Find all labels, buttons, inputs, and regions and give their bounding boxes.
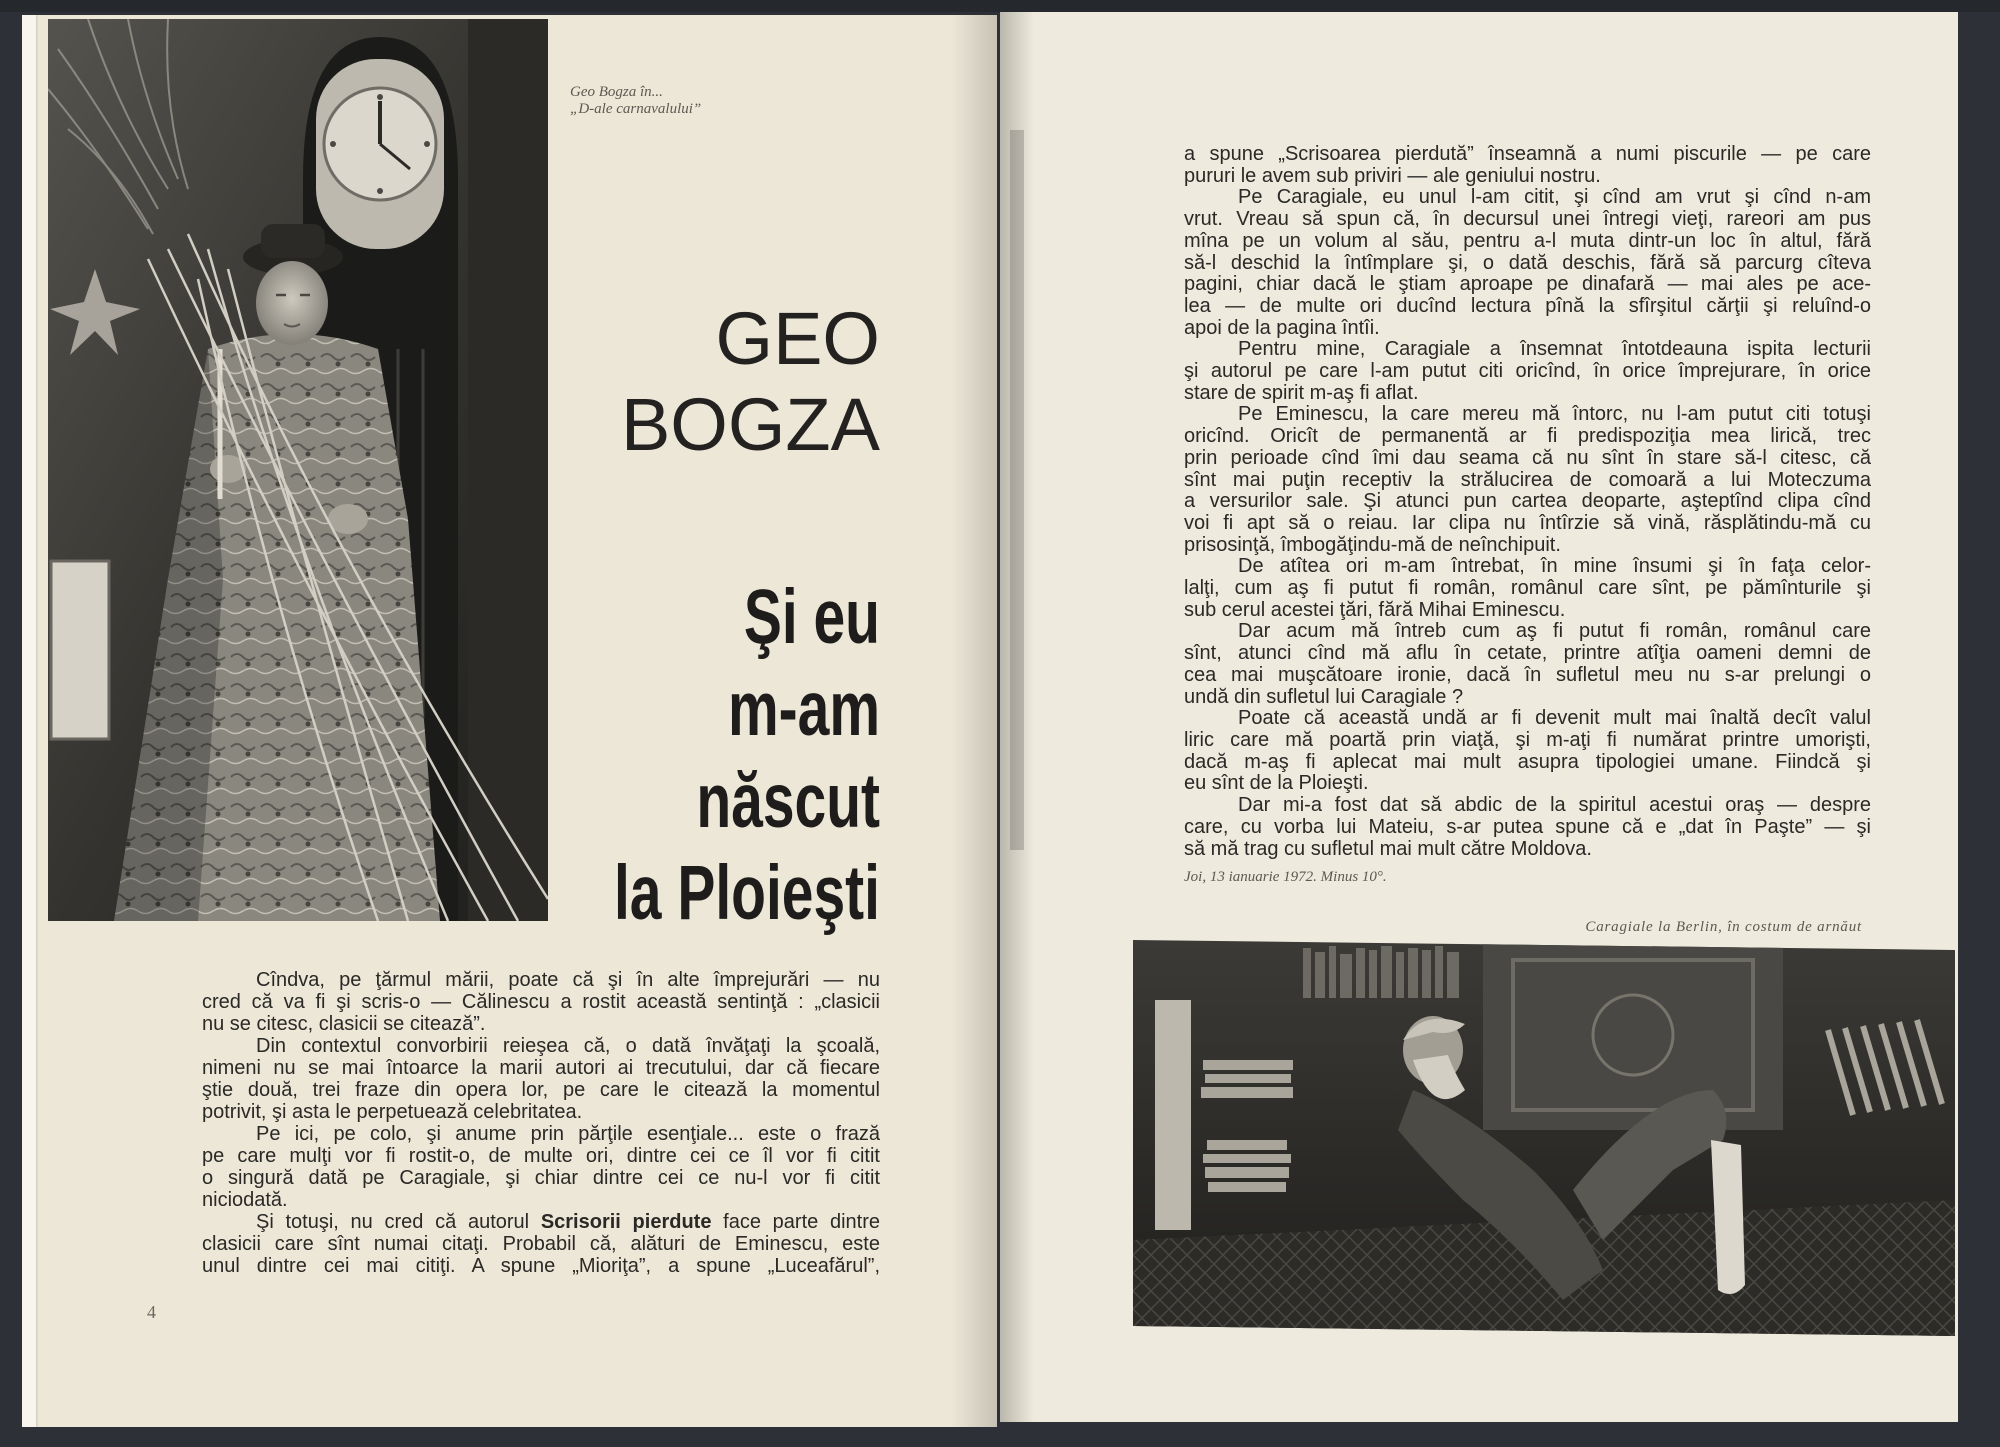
gutter-shadow (1000, 12, 1034, 1422)
text-line: voi fi apt să o reiau. Iar clipa nu întîrzie să vină, răsplătindu-mă cu (1184, 511, 1871, 534)
text-line: nu se citesc, clasicii se citează”. (202, 1013, 486, 1035)
text-line: De atîtea ori m-am întrebat, în mine însumi şi în faţa celor- (1238, 555, 1871, 578)
text-line: Pe Caragiale, eu unul l-am citit, şi cînd am vrut şi cînd n-am (1238, 186, 1871, 209)
text-line: eu sînt de la Ploieşti. (1184, 772, 1369, 795)
text-line: mîna pe un volum al său, pentru a-l muta dintr-un loc în altul, fără (1184, 229, 1871, 252)
paragraph (1184, 621, 1871, 708)
paragraph (1184, 404, 1871, 556)
text-line: sînt mai puţin receptiv la strălucirea de comoară a lui Moteczuma (1184, 468, 1871, 491)
photo-caption: Caragiale la Berlin, în costum de arnăut (1585, 919, 1862, 935)
bold-title-reference: Scrisorii pierdute (540, 1211, 712, 1233)
text-line: cea mai muşcătoare ironie, dacă în sufletul meu nu s-ar prelungi o (1184, 663, 1871, 686)
text-line: şi autorul pe care l-am putut citi oricînd, în orice împrejurare, în orice (1184, 360, 1871, 383)
photo-caragiale-berlin (1133, 940, 1955, 1336)
paragraph (1184, 144, 1871, 187)
book-cover-edge (0, 0, 2000, 12)
text-line: Pe Eminescu, la care mereu mă întorc, nu l-am putut citi totuşi (1238, 403, 1871, 426)
text-line: Poate că această undă ar fi devenit mult mai înaltă decît valul (1238, 707, 1871, 730)
paragraph (1184, 795, 1871, 860)
paragraph (202, 1035, 880, 1123)
text-line: ştie două, trei fraze din opera lor, pe care le citează la momentul (202, 1079, 880, 1101)
text-line (202, 1211, 880, 1233)
text-line: sub cerul acestei ţări, fără Mihai Eminescu. (1184, 598, 1566, 621)
paragraph (1184, 708, 1871, 795)
title-line: Şi eu (743, 574, 880, 660)
gutter-shadow (951, 15, 997, 1427)
text-line: potrivit, şi asta le perpetuează celebritatea. (202, 1101, 583, 1123)
text-line: Dar mi-a fost dat să abdic de la spiritul acestui oraş — despre (1238, 794, 1871, 817)
text-line: lalţi, cum aş fi putut fi român, românul care sînt, pe pămînturile şi (1184, 577, 1871, 600)
text-line: clasicii care sînt numai citaţi. Probabil că, alături de Eminescu, este (202, 1233, 880, 1255)
paragraph (202, 1211, 880, 1277)
text-line: nimeni nu se mai întoarce la marii autori ai trecutului, dar că fiecare (202, 1057, 880, 1079)
text-line: dacă m-aş fi aplecat mai mult asupra tipologiei umane. Fiindcă şi (1184, 750, 1871, 773)
text-line: să mă trag cu sufletul mai mult către Moldova. (1184, 837, 1592, 860)
text-line: Din contextul convorbirii reieşea că, o dată învăţaţi la şcoală, (256, 1035, 880, 1057)
text-line: care, cu vorba lui Mateiu, s-ar putea spune că e „dat în Paşte” — şi (1184, 815, 1871, 838)
article-body-right (1184, 144, 1871, 860)
text-line: pe care mulţi vor fi rostit-o, de multe ori, dintre cei ce îl vor fi citit (202, 1145, 880, 1167)
author-first-name: GEO (715, 297, 880, 380)
text-line: oricînd. Oricît de permanentă ar fi predispoziţia mea lirică, trec (1184, 425, 1871, 448)
text-line: vrut. Vreau să spun că, în decursul unei întregi vieţi, rareori am pus (1184, 208, 1871, 231)
text-segment: face parte dintre (711, 1211, 880, 1233)
text-line: a versurilor sale. Şi atunci pun cartea deoparte, aşteptînd clipa cînd (1184, 490, 1871, 513)
author-last-name: BOGZA (620, 383, 880, 466)
text-line: prisosinţă, îmbogăţindu-mă de neînchipuit. (1184, 533, 1561, 556)
page-edge (22, 15, 36, 1427)
text-line: niciodată. (202, 1189, 288, 1211)
text-line: undă din sufletul lui Caragiale ? (1184, 685, 1464, 708)
text-line: lea — de multe ori ducînd lectura pînă la sfîrşitul cărţii şi reluînd-o (1184, 294, 1871, 317)
title-line: m-am (727, 666, 880, 752)
date-signature: Joi, 13 ianuarie 1972. Minus 10°. (1184, 869, 1387, 885)
text-segment: Şi totuşi, nu cred că autorul (256, 1211, 541, 1233)
author-name (560, 296, 880, 468)
photo-caption-line: „D-ale carnavalului” (570, 101, 702, 117)
paragraph (1184, 556, 1871, 621)
text-line: liric care mă poartă prin viaţă, şi m-aţi fi numărat printre umorişti, (1184, 728, 1871, 751)
paragraph (1184, 339, 1871, 404)
right-page (1000, 12, 1958, 1422)
article-title (420, 571, 880, 939)
text-line: unul dintre cei mai citiţi. A spune „Mioriţa”, a spune „Luceafărul”, (202, 1255, 880, 1277)
text-line: cred că va fi şi scris-o — Călinescu a rostit această sentinţă : „clasicii (202, 991, 880, 1013)
page-number: 4 (147, 1302, 156, 1322)
text-line: sînt, atunci cînd mă aflu în cetate, printre atîţia oameni demni de (1184, 642, 1871, 665)
paragraph (202, 1123, 880, 1211)
text-line: pururi le avem sub priviri — ale geniului nostru. (1184, 164, 1601, 187)
text-line: Pe ici, pe colo, şi anume prin părţile esenţiale... este o frază (256, 1123, 880, 1145)
photo-caragiale-graphic (1133, 940, 1955, 1336)
text-line: apoi de la pagina întîi. (1184, 316, 1380, 339)
text-line: stare de spirit m-aş fi aflat. (1184, 381, 1419, 404)
text-line: Cîndva, pe ţărmul mării, poate că şi în alte împrejurări — nu (256, 969, 880, 991)
photo-caption (570, 84, 701, 118)
text-line: prin perioade cînd îmi dau seama că nu sînt în stare să-l citesc, că (1184, 446, 1871, 469)
title-line: la Ploieşti (613, 850, 880, 936)
paragraph (202, 969, 880, 1035)
text-line: Pentru mine, Caragiale a însemnat întotdeauna ispita lecturii (1238, 338, 1871, 361)
text-line: o singură dată pe Caragiale, şi chiar dintre cei ce nu-l vor fi citit (202, 1167, 880, 1189)
text-line: să-l deschid la întîmplare şi, o dată deschis, fără să parcurg cîteva (1184, 251, 1871, 274)
paragraph (1184, 187, 1871, 339)
left-page (22, 15, 997, 1427)
article-body-left (202, 969, 880, 1277)
title-line: născut (696, 758, 880, 844)
photo-caption-line: Geo Bogza în... (570, 84, 663, 100)
text-line: pagini, chiar dacă le ştiam aproape pe dinafară — mai ales pe ace- (1184, 273, 1871, 296)
text-line: Dar acum mă întreb cum aş fi putut fi român, românul care (1238, 620, 1871, 643)
text-line: a spune „Scrisoarea pierdută” înseamnă a numi piscurile — pe care (1184, 143, 1871, 165)
